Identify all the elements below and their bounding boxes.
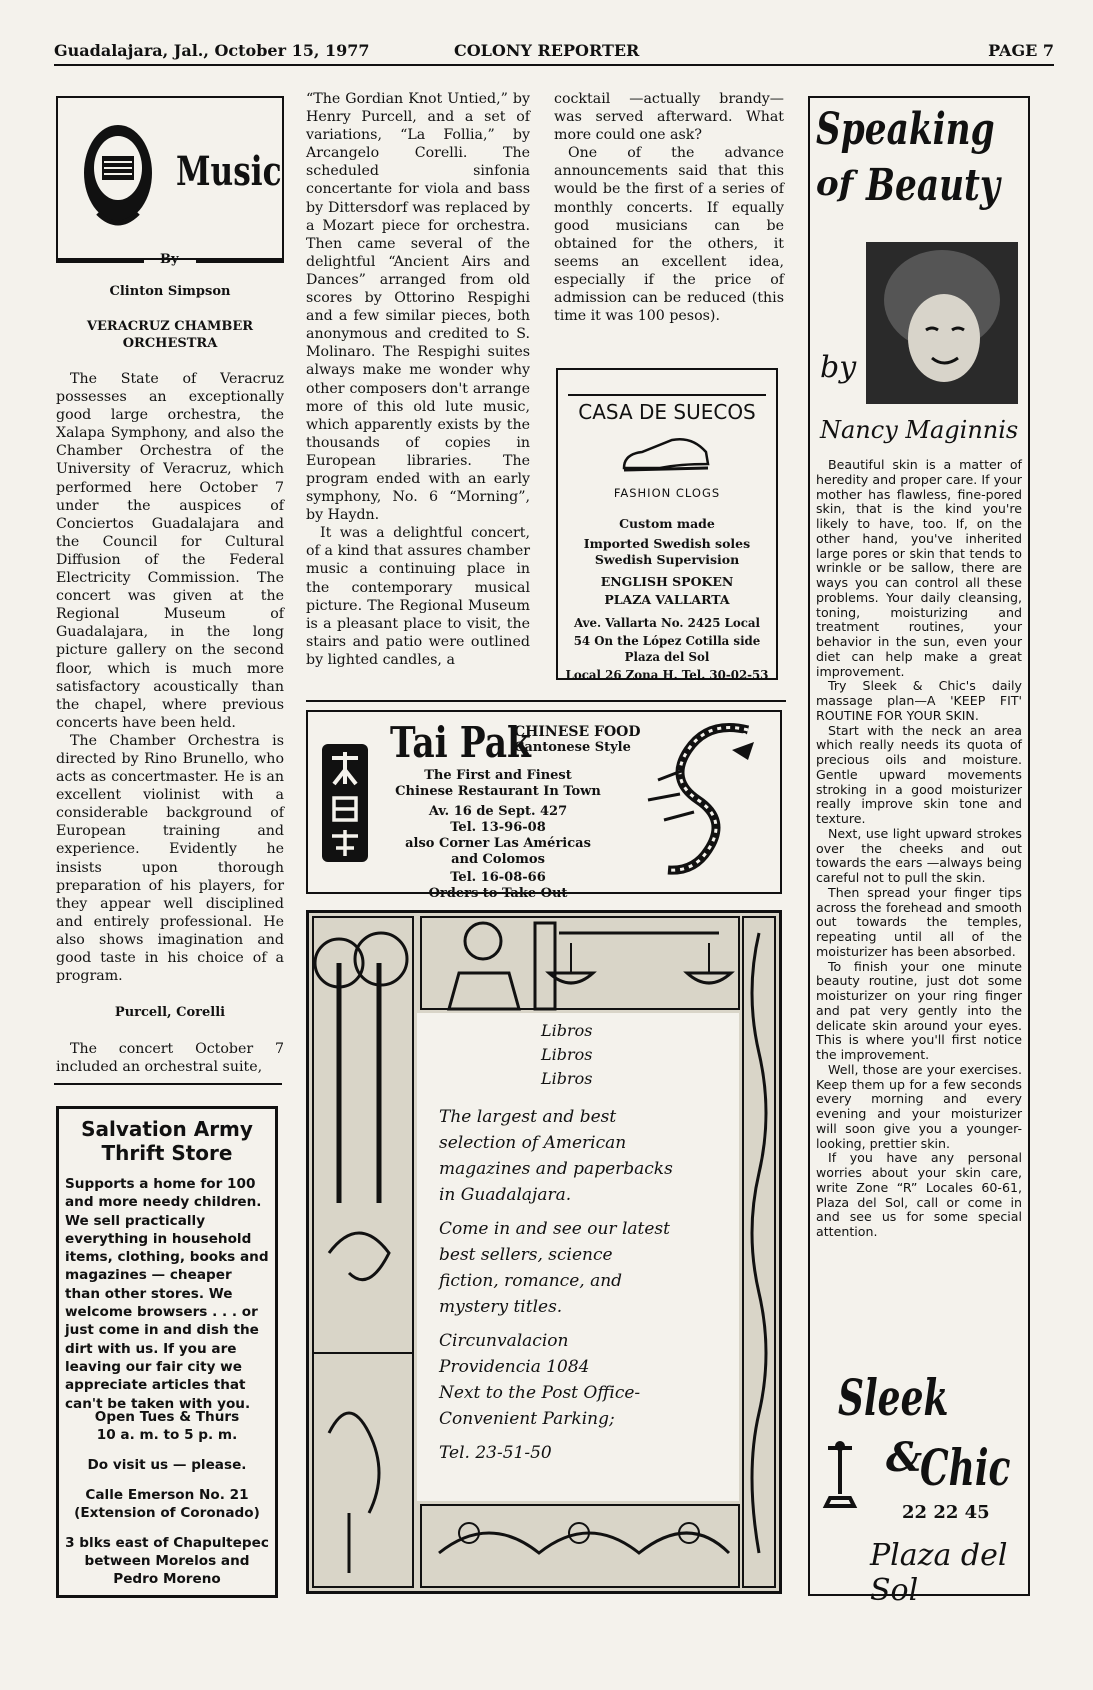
music-mask-icon xyxy=(78,118,158,233)
salvation-hours-time: 10 a. m. to 5 p. m. xyxy=(96,1427,238,1443)
dragon-icon xyxy=(628,720,774,888)
tai-pak-name: Tai Pak xyxy=(390,718,531,767)
masthead-page: PAGE 7 xyxy=(988,41,1054,60)
beauty-author: Nancy Maginnis xyxy=(820,416,1019,444)
masthead-paper-name: COLONY REPORTER xyxy=(454,41,640,60)
masthead xyxy=(54,38,1054,62)
author-photo xyxy=(866,242,1018,404)
casa-title: CASA DE SUECOS xyxy=(578,400,756,424)
tai-pak-line: The First and Finest xyxy=(424,768,572,783)
chinese-characters-icon xyxy=(322,744,368,862)
libros-line: magazines and paperbacks xyxy=(439,1159,673,1179)
libros-line: Next to the Post Office- xyxy=(439,1383,641,1403)
salvation-directions: 3 blks east of Chapultepec xyxy=(65,1535,269,1551)
beauty-title-of: of xyxy=(816,164,854,204)
libros-line: Convenient Parking; xyxy=(439,1409,615,1429)
beauty-paragraph: Next, use light upward strokes over the cheeks and out towards the ears —always being careful not to pull the skin. xyxy=(816,825,1022,885)
music-by: By xyxy=(160,252,179,267)
salvation-hours: Open Tues & Thurs xyxy=(94,1409,240,1425)
chinese-characters-emblem xyxy=(322,744,368,862)
masthead-rule xyxy=(54,64,1054,66)
salvation-army-ad xyxy=(56,1106,278,1598)
libros-line: Circunvalacion xyxy=(439,1331,569,1351)
music-paragraph: It was a delightful concert, of a kind that assures chamber music a continuing place in the contemporary musical picture. The Regional Museum is a pleasant place to visit, the stairs and patio were outlined by lighted candles, a xyxy=(306,525,530,668)
tai-pak-style: Cantonese Style xyxy=(514,740,631,755)
salvation-title: Salvation Army xyxy=(81,1117,253,1141)
libros-line: Come in and see our latest xyxy=(439,1219,670,1239)
casa-top-rule xyxy=(568,394,766,396)
music-paragraph: cocktail —actually brandy— was served afterward. What more could one ask? xyxy=(554,91,784,144)
music-header-box xyxy=(56,96,284,260)
salvation-address-ext: (Extension of Coronado) xyxy=(74,1505,260,1521)
libros-line: in Guadalajara. xyxy=(439,1185,572,1205)
masthead-date: Guadalajara, Jal., October 15, 1977 xyxy=(54,41,370,60)
sleek-chic-logo-sleek: Sleek xyxy=(838,1368,949,1427)
sleek-chic-logo-amp: & xyxy=(886,1434,923,1481)
tai-pak-line: also Corner Las Américas xyxy=(405,836,591,851)
sleek-chic-plaza: Plaza del Sol xyxy=(870,1538,1008,1608)
by-rule-right xyxy=(196,258,284,263)
salvation-subtitle: Thrift Store xyxy=(101,1141,233,1165)
casa-line: Imported Swedish soles xyxy=(583,536,751,551)
casa-line: PLAZA VALLARTA xyxy=(604,592,730,607)
libros-line: best sellers, science xyxy=(439,1245,613,1265)
libros-ad xyxy=(306,910,782,1594)
beauty-paragraph: Well, those are your exercises. Keep them up for a few seconds every morning and every evening and your moisturizer will soon give you a younger-looking, prettier skin. xyxy=(816,1061,1022,1151)
libros-line: selection of American xyxy=(439,1133,627,1153)
tai-pak-line: Tel. 16-08-66 xyxy=(450,870,546,885)
col1-rule xyxy=(54,1083,282,1085)
sleek-chic-logo-chic: Chic xyxy=(920,1438,1011,1497)
beauty-column xyxy=(808,96,1030,1608)
music-paragraph: The concert October 7 included an orchestral suite, xyxy=(56,1041,284,1076)
music-col2-text xyxy=(306,90,530,669)
clog-shoe-icon xyxy=(620,434,712,476)
casa-line: 54 On the López Cotilla side xyxy=(573,634,761,648)
libros-line: The largest and best xyxy=(439,1107,617,1127)
beauty-title-beauty: Beauty xyxy=(866,160,1000,211)
music-subhead: VERACRUZ CHAMBER ORCHESTRA xyxy=(86,319,254,351)
salvation-address: Calle Emerson No. 21 xyxy=(85,1487,249,1503)
tai-pak-line: Av. 16 de Sept. 427 xyxy=(428,804,568,819)
beauty-title: Speaking xyxy=(816,104,995,155)
casa-line: Swedish Supervision xyxy=(594,552,740,567)
tai-pak-line: Tel. 13-96-08 xyxy=(450,820,546,835)
music-paragraph: The Chamber Orchestra is directed by Rino Brunello, who acts as concertmaster. He is an excellent violinist with a considerable background of European training and experience. Evidently he insists upon thorough preparation of his players, for they appear well disciplined and entirely professional. He also shows imagination and good taste in his choice of a program. xyxy=(56,732,284,985)
tai-pak-line: and Colomos xyxy=(451,852,545,867)
telephone-icon xyxy=(820,1438,860,1508)
salvation-directions: between Morelos and xyxy=(84,1553,250,1569)
salvation-body: Supports a home for 100 and more needy children. We sell practically everything in household items, clothing, books and magazines — cheaper than other stores. We welcome browsers . . . or just come in and dish the dirt with us. If you are leaving our fair city we appreciate articles that can't be taken with you. xyxy=(65,1176,269,1412)
libros-line: fiction, romance, and xyxy=(439,1271,623,1291)
libros-word: Libros xyxy=(541,1045,593,1064)
salvation-visit: Do visit us — please. xyxy=(87,1457,247,1473)
beauty-paragraph: If you have any personal worries about your skin care, write Zone “R” Locales 60-61, Plaza del Sol, call or come in and see us for some special attention. xyxy=(816,1150,1022,1239)
beauty-by: by xyxy=(820,350,857,385)
music-paragraph: One of the advance announcements said that this would be the first of a series of monthly concerts. If equally good musicians can be obtained for the others, it seems an excellent idea, especially if the price of admission can be reduced (this time it was 100 pesos). xyxy=(554,145,784,325)
casa-de-suecos-ad xyxy=(556,368,778,680)
music-col1-text xyxy=(56,370,284,985)
libros-word: Libros xyxy=(541,1069,593,1088)
libros-line: mystery titles. xyxy=(439,1297,563,1317)
casa-line: Custom made xyxy=(619,516,715,531)
tai-pak-line: Chinese Restaurant In Town xyxy=(395,784,601,799)
beauty-paragraph: Beautiful skin is a matter of heredity and proper care. If your mother has flawless, fine-pored skin, that is the kind you're likely to have, too. If, on the other hand, you've inherited large pores or skin that tends to wrinkle or be sallow, there are ways you can control all these problems. Your daily cleansing, toning, moisturizing and treatment routines, your behavior in the sun, even your diet can help make a great improvement. xyxy=(816,457,1022,679)
music-col3-text xyxy=(554,90,784,325)
beauty-text xyxy=(816,458,1022,1240)
sleek-chic-phone: 22 22 45 xyxy=(902,1502,990,1523)
beauty-paragraph: Then spread your finger tips across the forehead and smooth out towards the temples, repeating until all of the moisturizer has been absorbed. xyxy=(816,884,1022,959)
author-portrait-icon xyxy=(866,242,1018,404)
col2-rule xyxy=(306,700,786,702)
casa-line: Local 26 Zona H. Tel. 30-02-53 xyxy=(565,668,769,682)
tai-pak-line: Orders to Take Out xyxy=(428,886,568,901)
music-col1-tail xyxy=(56,1040,284,1076)
libros-line: Providencia 1084 xyxy=(439,1357,590,1377)
music-paragraph: The State of Veracruz possesses an exceptionally good large orchestra, the Xalapa Symphony, and also the Chamber Orchestra of the University of Veracruz, which performed here October 7 under the auspices of Conciertos Guadalajara and the Council for Cultural Diffusion of the Federal Electricity Commission. The concert was given at the Regional Museum of Guadalajara, in the long picture gallery on the second floor, which is much more satisfactory acoustically than the chapel, where previous concerts have been held. xyxy=(56,371,284,731)
casa-subtitle: FASHION CLOGS xyxy=(613,486,721,500)
salvation-directions: Pedro Moreno xyxy=(113,1571,221,1587)
casa-line: ENGLISH SPOKEN xyxy=(600,574,734,589)
libros-phone: Tel. 23-51-50 xyxy=(439,1443,552,1463)
music-author: Clinton Simpson xyxy=(109,284,231,299)
beauty-paragraph: Start with the neck an area which really needs its quota of precious oils and moisture. Gentle upward movements stroking in a good moisturizer really improve skin tone and texture. xyxy=(816,722,1022,826)
casa-line: Ave. Vallarta No. 2425 Local xyxy=(573,616,761,630)
music-paragraph: “The Gordian Knot Untied,” by Henry Purcell, and a set of variations, “La Follia,” by Arcangelo Corelli. The scheduled sinfonia concertante for viola and bass by Dittersdorf was replaced by a Mozart piece for orchestra. Then came several of the delightful “Ancient Airs and Dances” arranged from old scores by Ottorino Respighi and a few similar pieces, both anonymous and credited to S. Molinaro. The Respighi suites always make me wonder why other composers don't arrange more of this old lute music, which apparently exists by the thousands of copies in European libraries. The program ended with an early symphony, No. 6 “Morning”, by Haydn. xyxy=(306,91,530,524)
tai-pak-ad xyxy=(306,710,782,901)
music-subhead2: Purcell, Corelli xyxy=(114,1005,226,1020)
beauty-paragraph: To finish your one minute beauty routine, just dot some moisturizer on your ring finger and pat very gently into the delicate skin around your eyes. This is where you'll first notice the improvement. xyxy=(816,958,1022,1062)
beauty-paragraph: Try Sleek & Chic's daily massage plan—A 'KEEP FIT' ROUTINE FOR YOUR SKIN. xyxy=(816,678,1022,723)
by-rule-left xyxy=(56,258,144,263)
casa-line: Plaza del Sol xyxy=(624,650,710,664)
music-heading: Music xyxy=(176,148,282,195)
libros-word: Libros xyxy=(541,1021,593,1040)
tai-pak-tagline: CHINESE FOOD xyxy=(514,724,641,740)
